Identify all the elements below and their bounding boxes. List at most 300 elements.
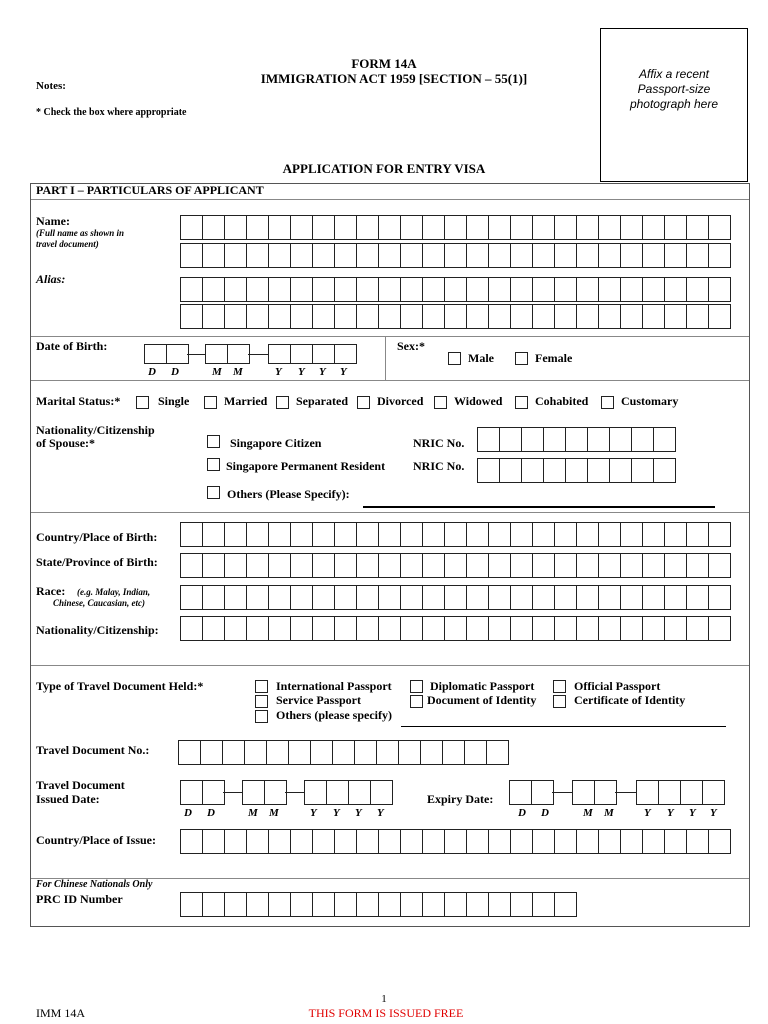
dob-month-input[interactable]: [205, 344, 250, 364]
char-cell[interactable]: [290, 553, 313, 578]
char-cell[interactable]: [268, 344, 291, 364]
char-cell[interactable]: [180, 892, 203, 917]
name-input-row-2[interactable]: [180, 243, 731, 268]
char-cell[interactable]: [268, 616, 291, 641]
char-cell[interactable]: [554, 522, 577, 547]
char-cell[interactable]: [224, 215, 247, 240]
char-cell[interactable]: [356, 892, 379, 917]
spouse-pr-nric-input[interactable]: [477, 458, 676, 483]
char-cell[interactable]: [708, 829, 731, 854]
char-cell[interactable]: [290, 892, 313, 917]
char-cell[interactable]: [205, 344, 228, 364]
char-cell[interactable]: [598, 522, 621, 547]
char-cell[interactable]: [268, 277, 291, 302]
char-cell[interactable]: [400, 522, 423, 547]
marital-cohabited-checkbox[interactable]: [515, 396, 528, 409]
dob-day-input[interactable]: [144, 344, 189, 364]
char-cell[interactable]: [312, 829, 335, 854]
char-cell[interactable]: [202, 304, 225, 329]
char-cell[interactable]: [334, 892, 357, 917]
char-cell[interactable]: [532, 304, 555, 329]
char-cell[interactable]: [488, 616, 511, 641]
char-cell[interactable]: [180, 585, 203, 610]
char-cell[interactable]: [521, 427, 544, 452]
char-cell[interactable]: [653, 458, 676, 483]
char-cell[interactable]: [598, 277, 621, 302]
char-cell[interactable]: [400, 616, 423, 641]
char-cell[interactable]: [398, 740, 421, 765]
char-cell[interactable]: [708, 215, 731, 240]
char-cell[interactable]: [180, 616, 203, 641]
char-cell[interactable]: [543, 458, 566, 483]
char-cell[interactable]: [686, 585, 709, 610]
char-cell[interactable]: [664, 616, 687, 641]
char-cell[interactable]: [664, 277, 687, 302]
char-cell[interactable]: [488, 892, 511, 917]
char-cell[interactable]: [304, 780, 327, 805]
char-cell[interactable]: [509, 780, 532, 805]
char-cell[interactable]: [180, 829, 203, 854]
spouse-sg-pr-checkbox[interactable]: [207, 458, 220, 471]
char-cell[interactable]: [246, 522, 269, 547]
char-cell[interactable]: [686, 304, 709, 329]
char-cell[interactable]: [144, 344, 167, 364]
char-cell[interactable]: [268, 243, 291, 268]
race-input[interactable]: [180, 585, 731, 610]
char-cell[interactable]: [202, 585, 225, 610]
nationality-input[interactable]: [180, 616, 731, 641]
char-cell[interactable]: [642, 829, 665, 854]
char-cell[interactable]: [400, 243, 423, 268]
char-cell[interactable]: [620, 616, 643, 641]
char-cell[interactable]: [466, 585, 489, 610]
char-cell[interactable]: [227, 344, 250, 364]
char-cell[interactable]: [356, 522, 379, 547]
char-cell[interactable]: [246, 829, 269, 854]
char-cell[interactable]: [288, 740, 311, 765]
char-cell[interactable]: [642, 304, 665, 329]
char-cell[interactable]: [620, 553, 643, 578]
char-cell[interactable]: [180, 304, 203, 329]
spouse-others-checkbox[interactable]: [207, 486, 220, 499]
char-cell[interactable]: [422, 304, 445, 329]
char-cell[interactable]: [378, 243, 401, 268]
char-cell[interactable]: [354, 740, 377, 765]
char-cell[interactable]: [609, 427, 632, 452]
char-cell[interactable]: [312, 892, 335, 917]
char-cell[interactable]: [532, 829, 555, 854]
char-cell[interactable]: [202, 892, 225, 917]
char-cell[interactable]: [664, 829, 687, 854]
service-passport-checkbox[interactable]: [255, 695, 268, 708]
spouse-others-specify-line[interactable]: [363, 506, 715, 508]
char-cell[interactable]: [554, 892, 577, 917]
expiry-year-input[interactable]: [636, 780, 725, 805]
char-cell[interactable]: [477, 458, 500, 483]
char-cell[interactable]: [378, 553, 401, 578]
char-cell[interactable]: [400, 829, 423, 854]
char-cell[interactable]: [224, 243, 247, 268]
char-cell[interactable]: [598, 616, 621, 641]
name-input-row-1[interactable]: [180, 215, 731, 240]
char-cell[interactable]: [488, 215, 511, 240]
char-cell[interactable]: [620, 277, 643, 302]
char-cell[interactable]: [576, 616, 599, 641]
char-cell[interactable]: [631, 458, 654, 483]
char-cell[interactable]: [202, 522, 225, 547]
char-cell[interactable]: [598, 553, 621, 578]
expiry-month-input[interactable]: [572, 780, 617, 805]
char-cell[interactable]: [598, 585, 621, 610]
char-cell[interactable]: [180, 215, 203, 240]
char-cell[interactable]: [332, 740, 355, 765]
char-cell[interactable]: [312, 553, 335, 578]
char-cell[interactable]: [202, 553, 225, 578]
char-cell[interactable]: [268, 215, 291, 240]
char-cell[interactable]: [312, 344, 335, 364]
diplomatic-passport-checkbox[interactable]: [410, 680, 423, 693]
char-cell[interactable]: [510, 553, 533, 578]
sex-female-checkbox[interactable]: [515, 352, 528, 365]
char-cell[interactable]: [334, 277, 357, 302]
char-cell[interactable]: [268, 553, 291, 578]
prc-id-input[interactable]: [180, 892, 577, 917]
issued-month-input[interactable]: [242, 780, 287, 805]
char-cell[interactable]: [268, 522, 291, 547]
country-of-issue-input[interactable]: [180, 829, 731, 854]
char-cell[interactable]: [400, 277, 423, 302]
char-cell[interactable]: [420, 740, 443, 765]
char-cell[interactable]: [290, 522, 313, 547]
char-cell[interactable]: [642, 585, 665, 610]
char-cell[interactable]: [312, 215, 335, 240]
char-cell[interactable]: [356, 585, 379, 610]
char-cell[interactable]: [664, 243, 687, 268]
char-cell[interactable]: [422, 829, 445, 854]
char-cell[interactable]: [378, 277, 401, 302]
marital-separated-checkbox[interactable]: [276, 396, 289, 409]
char-cell[interactable]: [565, 427, 588, 452]
char-cell[interactable]: [598, 304, 621, 329]
char-cell[interactable]: [246, 553, 269, 578]
char-cell[interactable]: [268, 829, 291, 854]
char-cell[interactable]: [400, 304, 423, 329]
char-cell[interactable]: [312, 522, 335, 547]
char-cell[interactable]: [466, 553, 489, 578]
char-cell[interactable]: [664, 585, 687, 610]
char-cell[interactable]: [290, 829, 313, 854]
char-cell[interactable]: [488, 243, 511, 268]
char-cell[interactable]: [202, 277, 225, 302]
char-cell[interactable]: [620, 522, 643, 547]
char-cell[interactable]: [708, 304, 731, 329]
char-cell[interactable]: [664, 304, 687, 329]
char-cell[interactable]: [378, 522, 401, 547]
char-cell[interactable]: [224, 553, 247, 578]
char-cell[interactable]: [444, 892, 467, 917]
char-cell[interactable]: [576, 277, 599, 302]
char-cell[interactable]: [290, 277, 313, 302]
char-cell[interactable]: [312, 304, 335, 329]
char-cell[interactable]: [466, 243, 489, 268]
char-cell[interactable]: [543, 427, 566, 452]
char-cell[interactable]: [178, 740, 201, 765]
char-cell[interactable]: [264, 780, 287, 805]
marital-married-checkbox[interactable]: [204, 396, 217, 409]
intl-passport-checkbox[interactable]: [255, 680, 268, 693]
official-passport-checkbox[interactable]: [553, 680, 566, 693]
char-cell[interactable]: [444, 304, 467, 329]
char-cell[interactable]: [466, 215, 489, 240]
char-cell[interactable]: [422, 522, 445, 547]
char-cell[interactable]: [686, 243, 709, 268]
char-cell[interactable]: [653, 427, 676, 452]
char-cell[interactable]: [686, 829, 709, 854]
marital-single-checkbox[interactable]: [136, 396, 149, 409]
char-cell[interactable]: [636, 780, 659, 805]
char-cell[interactable]: [444, 585, 467, 610]
char-cell[interactable]: [442, 740, 465, 765]
char-cell[interactable]: [664, 553, 687, 578]
marital-widowed-checkbox[interactable]: [434, 396, 447, 409]
char-cell[interactable]: [246, 616, 269, 641]
char-cell[interactable]: [422, 243, 445, 268]
char-cell[interactable]: [686, 215, 709, 240]
char-cell[interactable]: [378, 892, 401, 917]
char-cell[interactable]: [576, 522, 599, 547]
char-cell[interactable]: [620, 243, 643, 268]
char-cell[interactable]: [444, 553, 467, 578]
char-cell[interactable]: [587, 458, 610, 483]
char-cell[interactable]: [326, 780, 349, 805]
char-cell[interactable]: [180, 553, 203, 578]
char-cell[interactable]: [312, 243, 335, 268]
char-cell[interactable]: [376, 740, 399, 765]
char-cell[interactable]: [708, 522, 731, 547]
char-cell[interactable]: [290, 215, 313, 240]
char-cell[interactable]: [488, 277, 511, 302]
char-cell[interactable]: [422, 553, 445, 578]
char-cell[interactable]: [356, 553, 379, 578]
char-cell[interactable]: [466, 304, 489, 329]
char-cell[interactable]: [594, 780, 617, 805]
others-specify-line[interactable]: [401, 726, 726, 727]
char-cell[interactable]: [488, 553, 511, 578]
char-cell[interactable]: [356, 616, 379, 641]
char-cell[interactable]: [532, 215, 555, 240]
char-cell[interactable]: [334, 829, 357, 854]
issued-year-input[interactable]: [304, 780, 393, 805]
char-cell[interactable]: [356, 277, 379, 302]
char-cell[interactable]: [642, 553, 665, 578]
char-cell[interactable]: [202, 829, 225, 854]
char-cell[interactable]: [422, 585, 445, 610]
char-cell[interactable]: [642, 522, 665, 547]
char-cell[interactable]: [510, 215, 533, 240]
char-cell[interactable]: [422, 616, 445, 641]
char-cell[interactable]: [356, 215, 379, 240]
char-cell[interactable]: [532, 553, 555, 578]
char-cell[interactable]: [554, 304, 577, 329]
char-cell[interactable]: [290, 616, 313, 641]
char-cell[interactable]: [266, 740, 289, 765]
char-cell[interactable]: [224, 522, 247, 547]
char-cell[interactable]: [268, 892, 291, 917]
char-cell[interactable]: [554, 277, 577, 302]
char-cell[interactable]: [242, 780, 265, 805]
char-cell[interactable]: [334, 585, 357, 610]
char-cell[interactable]: [202, 780, 225, 805]
char-cell[interactable]: [466, 829, 489, 854]
char-cell[interactable]: [554, 243, 577, 268]
char-cell[interactable]: [499, 458, 522, 483]
char-cell[interactable]: [466, 522, 489, 547]
travel-doc-no-input[interactable]: [178, 740, 509, 765]
spouse-sg-citizen-checkbox[interactable]: [207, 435, 220, 448]
char-cell[interactable]: [464, 740, 487, 765]
char-cell[interactable]: [246, 304, 269, 329]
char-cell[interactable]: [642, 215, 665, 240]
char-cell[interactable]: [686, 522, 709, 547]
char-cell[interactable]: [466, 277, 489, 302]
char-cell[interactable]: [477, 427, 500, 452]
char-cell[interactable]: [510, 585, 533, 610]
char-cell[interactable]: [609, 458, 632, 483]
char-cell[interactable]: [422, 215, 445, 240]
char-cell[interactable]: [702, 780, 725, 805]
char-cell[interactable]: [378, 215, 401, 240]
char-cell[interactable]: [290, 243, 313, 268]
char-cell[interactable]: [180, 522, 203, 547]
char-cell[interactable]: [510, 243, 533, 268]
char-cell[interactable]: [488, 829, 511, 854]
char-cell[interactable]: [554, 585, 577, 610]
state-of-birth-input[interactable]: [180, 553, 731, 578]
char-cell[interactable]: [620, 585, 643, 610]
char-cell[interactable]: [598, 243, 621, 268]
char-cell[interactable]: [224, 829, 247, 854]
others-travel-doc-checkbox[interactable]: [255, 710, 268, 723]
char-cell[interactable]: [312, 616, 335, 641]
char-cell[interactable]: [180, 277, 203, 302]
char-cell[interactable]: [576, 585, 599, 610]
char-cell[interactable]: [444, 243, 467, 268]
char-cell[interactable]: [572, 780, 595, 805]
char-cell[interactable]: [334, 344, 357, 364]
char-cell[interactable]: [444, 215, 467, 240]
char-cell[interactable]: [444, 616, 467, 641]
char-cell[interactable]: [532, 277, 555, 302]
char-cell[interactable]: [422, 892, 445, 917]
char-cell[interactable]: [664, 522, 687, 547]
char-cell[interactable]: [598, 215, 621, 240]
char-cell[interactable]: [486, 740, 509, 765]
char-cell[interactable]: [356, 304, 379, 329]
char-cell[interactable]: [664, 215, 687, 240]
char-cell[interactable]: [686, 553, 709, 578]
char-cell[interactable]: [466, 616, 489, 641]
char-cell[interactable]: [532, 892, 555, 917]
char-cell[interactable]: [532, 585, 555, 610]
char-cell[interactable]: [708, 616, 731, 641]
char-cell[interactable]: [510, 304, 533, 329]
char-cell[interactable]: [554, 553, 577, 578]
sex-male-checkbox[interactable]: [448, 352, 461, 365]
char-cell[interactable]: [312, 585, 335, 610]
char-cell[interactable]: [246, 215, 269, 240]
char-cell[interactable]: [620, 829, 643, 854]
char-cell[interactable]: [532, 522, 555, 547]
char-cell[interactable]: [334, 304, 357, 329]
char-cell[interactable]: [642, 277, 665, 302]
char-cell[interactable]: [510, 277, 533, 302]
char-cell[interactable]: [224, 585, 247, 610]
char-cell[interactable]: [290, 344, 313, 364]
char-cell[interactable]: [531, 780, 554, 805]
alias-input-row-1[interactable]: [180, 277, 731, 302]
dob-year-input[interactable]: [268, 344, 357, 364]
char-cell[interactable]: [708, 585, 731, 610]
doc-of-identity-checkbox[interactable]: [410, 695, 423, 708]
char-cell[interactable]: [180, 780, 203, 805]
char-cell[interactable]: [224, 892, 247, 917]
char-cell[interactable]: [222, 740, 245, 765]
char-cell[interactable]: [246, 243, 269, 268]
char-cell[interactable]: [565, 458, 588, 483]
char-cell[interactable]: [290, 585, 313, 610]
char-cell[interactable]: [488, 304, 511, 329]
char-cell[interactable]: [334, 215, 357, 240]
char-cell[interactable]: [488, 522, 511, 547]
issued-day-input[interactable]: [180, 780, 225, 805]
char-cell[interactable]: [708, 277, 731, 302]
char-cell[interactable]: [400, 585, 423, 610]
char-cell[interactable]: [224, 277, 247, 302]
char-cell[interactable]: [244, 740, 267, 765]
char-cell[interactable]: [576, 829, 599, 854]
cert-of-identity-checkbox[interactable]: [553, 695, 566, 708]
char-cell[interactable]: [400, 892, 423, 917]
char-cell[interactable]: [246, 277, 269, 302]
char-cell[interactable]: [576, 304, 599, 329]
char-cell[interactable]: [642, 243, 665, 268]
char-cell[interactable]: [510, 829, 533, 854]
char-cell[interactable]: [576, 553, 599, 578]
alias-input-row-2[interactable]: [180, 304, 731, 329]
char-cell[interactable]: [202, 243, 225, 268]
char-cell[interactable]: [499, 427, 522, 452]
char-cell[interactable]: [642, 616, 665, 641]
char-cell[interactable]: [532, 243, 555, 268]
char-cell[interactable]: [400, 553, 423, 578]
char-cell[interactable]: [200, 740, 223, 765]
char-cell[interactable]: [680, 780, 703, 805]
char-cell[interactable]: [334, 243, 357, 268]
char-cell[interactable]: [510, 522, 533, 547]
char-cell[interactable]: [521, 458, 544, 483]
char-cell[interactable]: [378, 616, 401, 641]
char-cell[interactable]: [576, 215, 599, 240]
country-of-birth-input[interactable]: [180, 522, 731, 547]
char-cell[interactable]: [268, 304, 291, 329]
char-cell[interactable]: [246, 585, 269, 610]
char-cell[interactable]: [268, 585, 291, 610]
char-cell[interactable]: [180, 243, 203, 268]
char-cell[interactable]: [488, 585, 511, 610]
char-cell[interactable]: [202, 616, 225, 641]
char-cell[interactable]: [246, 892, 269, 917]
char-cell[interactable]: [631, 427, 654, 452]
